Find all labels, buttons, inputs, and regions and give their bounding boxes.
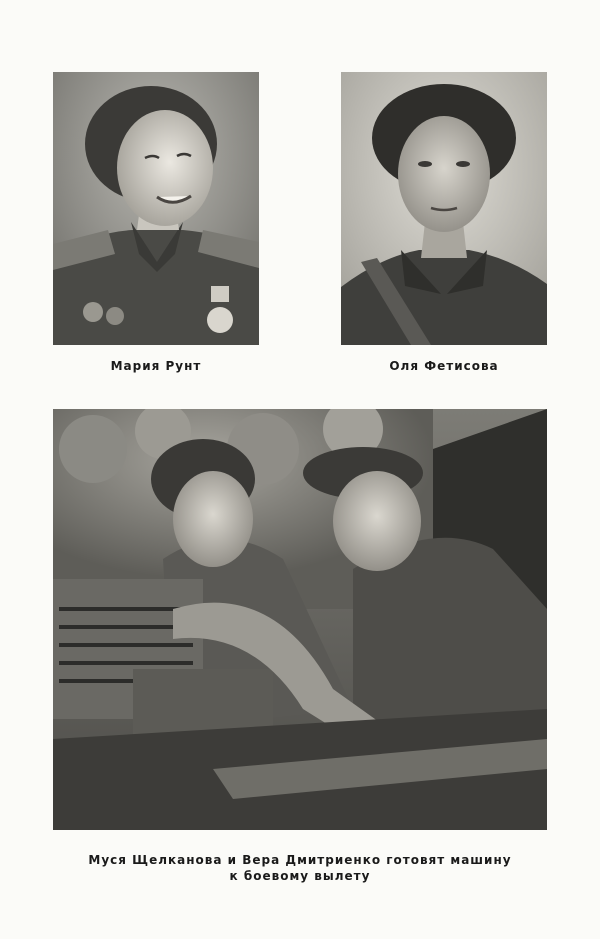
portrait-illustration xyxy=(53,72,259,345)
portrait-photo-maria-runt xyxy=(53,72,259,345)
photo-caption: Оля Фетисова xyxy=(389,359,499,373)
caption-line: Муся Щелканова и Вера Дмитриенко готовят машину xyxy=(88,853,512,867)
photo-caption xyxy=(53,852,547,884)
portrait-illustration xyxy=(341,72,547,345)
photo-caption: Мария Рунт xyxy=(110,359,202,373)
caption-line: к боевому вылету xyxy=(229,869,371,883)
mechanics-illustration xyxy=(53,409,547,830)
portrait-photo-olya-fetisova xyxy=(341,72,547,345)
photo-mechanics-preparing-aircraft xyxy=(53,409,547,830)
